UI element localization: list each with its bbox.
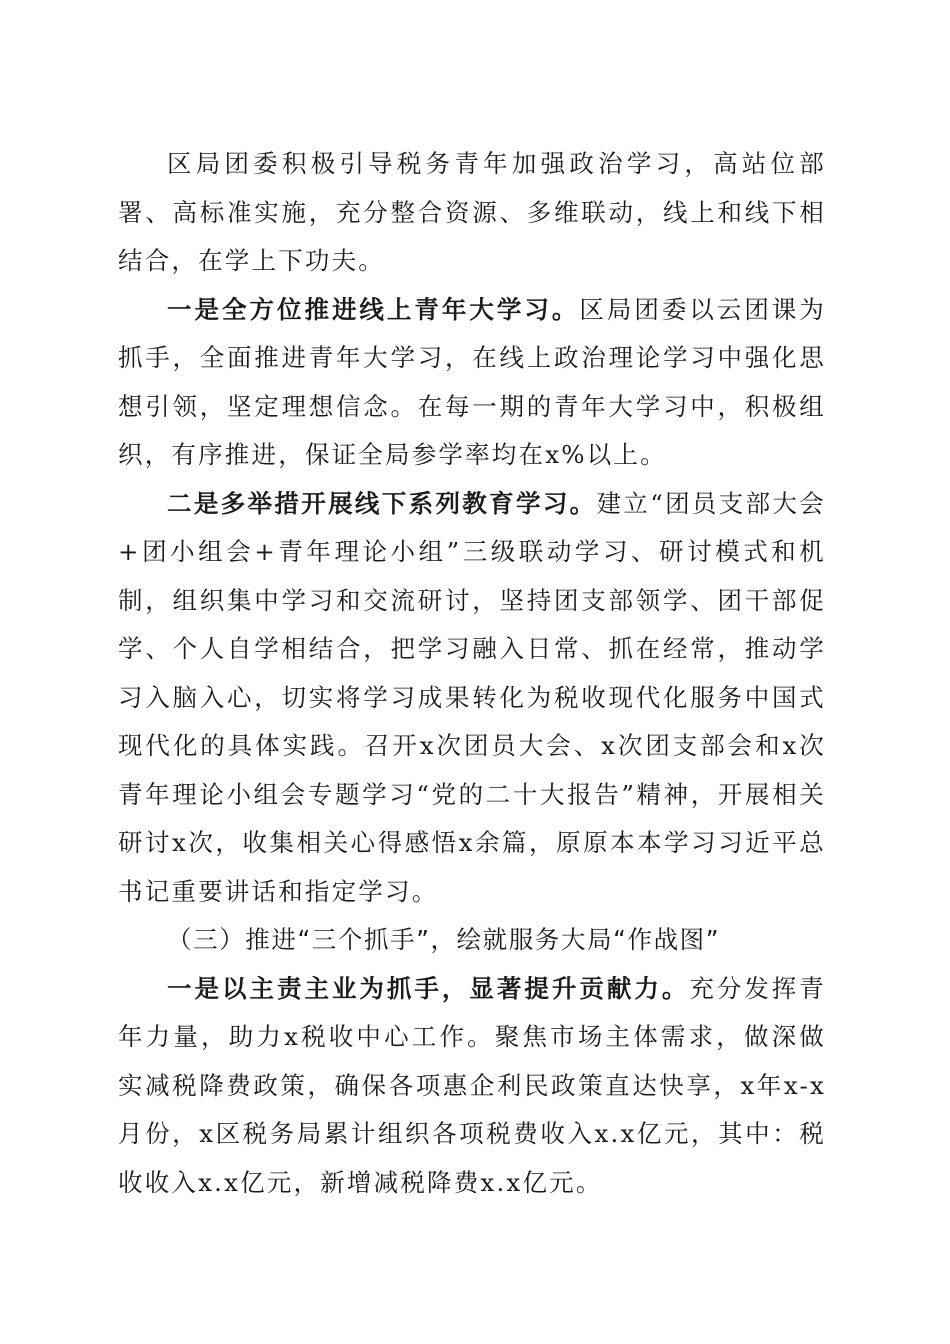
paragraph-offline-study-lead: 二是多举措开展线下系列教育学习。 [167, 488, 597, 518]
paragraph-intro-text: 区局团委积极引导税务青年加强政治学习，高站位部署、高标准实施，充分整合资源、多维联动，线上和线下相结合，在学上下功夫。 [118, 149, 826, 275]
paragraph-online-study-lead: 一是全方位推进线上青年大学习。 [167, 294, 580, 324]
paragraph-main-duty-text: 充分发挥青年力量，助力x税收中心工作。聚焦市场主体需求，做深做实减税降费政策，确保各项惠企利民政策直达快享，x年x-x月份，x区税务局累计组织各项税费收入x.x亿元，其中：税收收入x.x亿元，新增减税降费x.x亿元。 [118, 973, 826, 1197]
paragraph-online-study-text: 区局团委以云团课为抓手，全面推进青年大学习，在线上政治理论学习中强化思想引领，坚定理想信念。在每一期的青年大学习中，积极组织，有序推进，保证全局参学率均在x%以上。 [118, 294, 827, 469]
paragraph-offline-study-text: 建立“团员支部大会+团小组会+青年理论小组”三级联动学习、研讨模式和机制，组织集中学习和交流研讨，坚持团支部领学、团干部促学、个人自学相结合，把学习融入日常、抓在经常，推动学习入脑入心，切实将学习成果转化为税收现代化服务中国式现代化的具体实践。召开x次团员大会、x次团支部会和x次青年理论小组会专题学习“党的二十大报告”精神，开展相关研讨x次，收集相关心得感悟x余篇，原原本本学习习近平总书记重要讲话和指定学习。 [118, 488, 826, 906]
paragraph-intro [118, 140, 826, 286]
section-heading-three [118, 916, 826, 965]
section-heading-three-text: （三）推进“三个抓手”，绘就服务大局“作战图” [167, 925, 721, 954]
paragraph-main-duty [118, 965, 826, 1208]
paragraph-main-duty-lead: 一是以主责主业为抓手，显著提升贡献力。 [167, 973, 690, 1003]
paragraph-offline-study [118, 480, 826, 917]
paragraph-online-study [118, 286, 826, 480]
